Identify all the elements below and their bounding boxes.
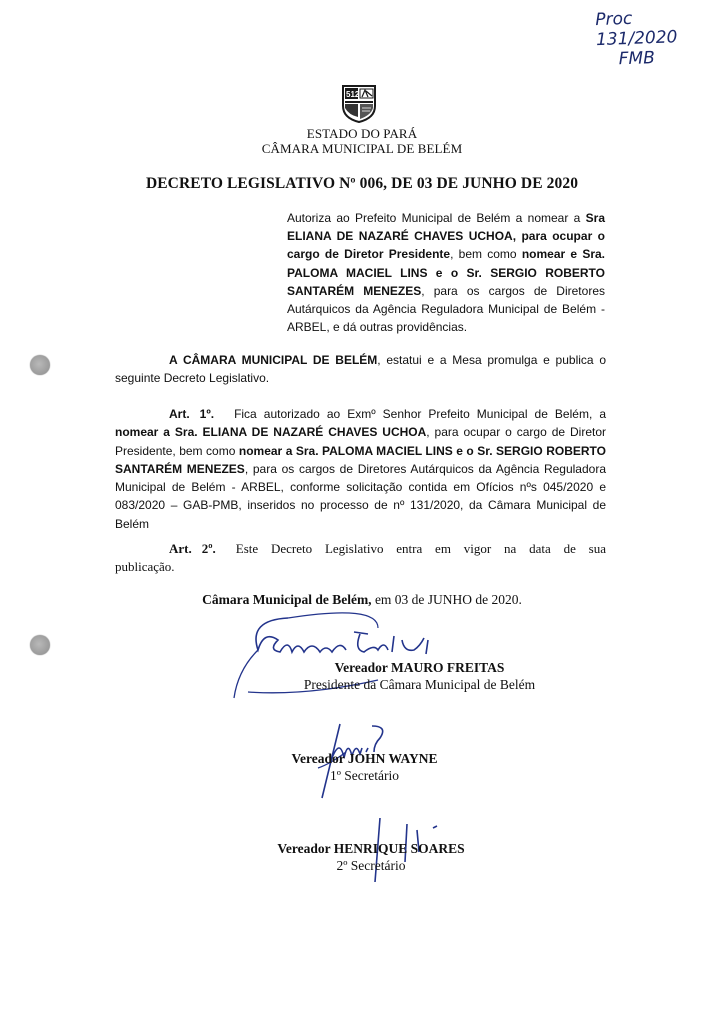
article-1-bold-1: nomear a Sra. ELIANA DE NAZARÉ CHAVES UCHOA [115, 425, 427, 440]
initials-note: FMB [618, 48, 656, 70]
handwritten-process-note [595, 6, 717, 70]
article-1-text-2: , para ocupar o cargo de Diretor Presidente, bem como [115, 425, 607, 458]
article-1-number: 1º. [199, 407, 215, 421]
date-line-text: em 03 de JUNHO de 2020. [371, 592, 522, 607]
preamble-paragraph [115, 351, 606, 388]
ementa-bold-1: Sra ELIANA DE NAZARÉ CHAVES UCHOA, para ocupar o cargo de Diretor Presidente [287, 211, 605, 262]
ementa-text-1: Autoriza ao Prefeito Municipal de Belém a nomear a [287, 211, 586, 225]
ementa-text-3: , para os cargos de Diretores Autárquicos da Agência Reguladora Municipal de Belém - ARBEL, e dá outras providências. [287, 283, 605, 335]
signatory-name: Vereador MAURO FREITAS [334, 660, 505, 675]
signatory-president [0, 659, 724, 693]
signatory-role: 2º Secretário [336, 858, 406, 873]
coat-of-arms-icon [341, 84, 377, 124]
state-name: ESTADO DO PARÁ [306, 126, 418, 141]
ementa-bold-2: nomear e Sra. PALOMA MACIEL LINS e o Sr. SERGIO ROBERTO SANTARÉM MENEZES [287, 247, 605, 298]
process-number-note: Proc 131/2020 [594, 8, 678, 51]
article-2-number: 2º. [201, 541, 216, 556]
article-2-text: Este Decreto Legislativo entra em vigor na data de sua publicação. [115, 541, 606, 575]
signatory-name: Vereador JOHN WAYNE [291, 751, 438, 766]
article-2 [115, 540, 606, 577]
ementa-summary [287, 209, 605, 336]
decree-title: DECRETO LEGISLATIVO Nº 006, DE 03 DE JUNHO DE 2020 [145, 175, 579, 192]
preamble-text: , estatui e a Mesa promulga e publica o seguinte Decreto Legislativo. [115, 353, 606, 386]
article-1-bold-2: nomear a Sra. PALOMA MACIEL LINS e o Sr. SERGIO ROBERTO SANTARÉM MENEZES [115, 443, 606, 476]
signatory-second-secretary [0, 840, 724, 874]
chamber-name: CÂMARA MUNICIPAL DE BELÉM [261, 141, 463, 156]
article-2-label: Art. [169, 541, 192, 556]
signatory-role: Presidente da Câmara Municipal de Belém [303, 677, 536, 692]
article-1 [115, 405, 606, 533]
date-line-bold: Câmara Municipal de Belém, [202, 592, 372, 607]
svg-text:512: 512 [346, 90, 360, 99]
punch-hole [30, 635, 50, 655]
signatory-role: 1º Secretário [329, 768, 400, 783]
article-1-text-1: Fica autorizado ao Exmº Senhor Prefeito Municipal de Belém, a [234, 407, 606, 421]
preamble-bold: A CÂMARA MUNICIPAL DE BELÉM [169, 353, 378, 367]
punch-hole [30, 355, 50, 375]
signatory-name: Vereador HENRIQUE SOARES [277, 841, 465, 856]
ementa-text-2: , bem como [450, 247, 522, 262]
article-1-label: Art. [169, 407, 190, 421]
date-line [0, 592, 724, 608]
article-1-text-3: , para os cargos de Diretores Autárquicos da Agência Reguladora Municipal de Belém - ARBEL, conforme solicitação contida em Ofícios nºs 045/2020 e 083/2020 – GAB-PMB, inseridos no processo de nº 131/2020, da Câmara Municipal de Belém [115, 461, 606, 531]
signatory-first-secretary [0, 750, 724, 784]
